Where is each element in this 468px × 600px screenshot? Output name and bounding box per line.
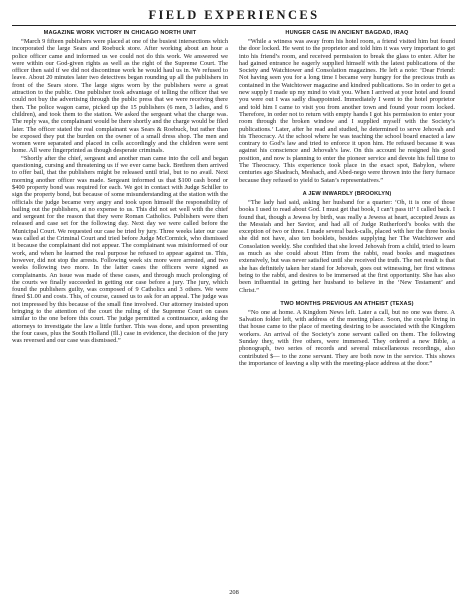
two-column-body xyxy=(12,29,456,367)
right-column xyxy=(239,29,455,367)
article-heading-bagdad: HUNGER CASE IN ANCIENT BAGDAD, IRAQ xyxy=(285,30,409,36)
page-title: FIELD EXPERIENCES xyxy=(148,8,320,22)
article-paragraph: “March 9 fifteen publishers were placed at one of the busiest intersections which incorporated the large Sears and Roebuck store. After working about an hour a police officer came and informed us we could not do this work. We answered we were within our God-given rights as well as the right of the Supreme Court. The officer then said if we did not discontinue work he would haul us in. We refused to leave. About 20 minutes later two detectives began rounding up all the publishers in front of the Sears store. The large signs worn by the publishers were a great attraction to the public. One publisher took advantage of telling the officer that we could not buy the advertising through the public press that we were receiving there then. The police wagon came, picked up the 15 publishers (6 men, 3 ladies, and 6 children), and took them to the station. We asked the sergeant what the charge was. The reply was, the complainant would be there shortly and the charge would be filed later. The officer stated the real complainant was Sears & Roebuck, but rather than be exposed they put the burden on the owner of a small dress shop. The men and women were separated and placed in cells accordingly and the children were sent home. All were fingerprinted as though desperate criminals. xyxy=(12,38,228,155)
article-heading-brooklyn: A JEW INWARDLY (BROOKLYN) xyxy=(302,190,392,197)
article-heading-chicago: MAGAZINE WORK VICTORY IN CHICAGO NORTH UNIT xyxy=(43,30,197,36)
article-heading-texas: TWO MONTHS PREVIOUS AN ATHEIST (TEXAS) xyxy=(280,300,414,307)
article-paragraph: “The lady had said, asking her husband for a quarter: ‘Oh, it is one of those books I used to read about God. I must get that book, I can’t pass it!’ I called back. I found that, though a Jewess by birth, was really a Jewess at heart, accepted Jesus as the Messiah and her Savior, and had all of Judge Rutherford’s books with the exception of two or three. I made several back-calls, placed with her the three books she did not have, also ten booklets, besides supplying her The Watchtower and Consolation weekly. She confided that she loved Jehovah from a child, tried to learn as much as she could about Him from the rabbi, read books and magazines extensively, but was never satisfied until she received the truth. The net result is that she has definitely taken her stand for Jehovah, goes out witnessing, her first witness being to the rabbi, and desires to be immersed at the first opportunity. She has also been influential in getting her husband to believe in the ‘New Testament’ and Christ.” xyxy=(239,198,455,294)
left-column xyxy=(12,29,228,367)
page-number: 208 xyxy=(229,589,239,596)
article-paragraph: “No one at home. A Kingdom News left. Later a call, but no one was there. A Salvation folder left, with address of the meeting place. Soon, the couple living in that house came to the place of meeting desiring to be associated with the Kingdom workers. An arrival of the Society’s zone servant called on them. The following Sunday they, with five others, were immersed. They ordered a new Bible, a phonograph, two series of records and several miscellaneous recordings, also contributed $— to the zone servant. They are both now in the service. This shows the importance of leaving a slip with the meeting-place address at the door.” xyxy=(239,308,455,367)
title-rule xyxy=(12,25,456,26)
article-paragraph: “While a witness was away from his hotel room, a friend visited him but found the door locked. He went to the proprietor and told him it was very important to get into his friend’s room, and received permission to break the glass to enter. After he had gained entrance he eagerly supplied himself with the latest publications of the Society and Watchtower and Consolation magazines. He left a note: ‘Dear Friend: Not having seen you for a long time I became very hungry for the precious truth as contained in the Watchtower magazine and kindred publications. So in order to get a new supply I made up my mind to visit you. When I arrived at your hotel and found you were out I was sadly disappointed. Immediately I went to the hotel proprietor and told him I came to visit you from another town and found your room locked. Therefore, in order not to return with empty hands I got his permission to enter your room through the broken window and I supplied myself with the Society’s publications.’ Later, after he read and studied, he determined to serve Jehovah and his Theocracy. At the school where he was teaching the school board enacted a law contrary to God’s law and tried to enforce it upon him. He refused because it was against his conscience and Jehovah’s law. On this account he resigned his good position, and now is planning to enter the pioneer service and devote his full time to The Theocracy. This experience took place in the exact spot, Babylon, where centuries ago Shadrach, Meshach, and Abed-nego were thrown into the fiery furnace because they refused to yield to Satan’s representatives.” xyxy=(239,38,455,184)
article-paragraph: “Shortly after the chief, sergeant and another man came into the cell and began questioning, cursing and threatening us if we ever came back. Brethren then arrived to offer bail, that the publishers might be released until trial, but to no avail. Next morning another officer was made. Sergeant informed us that $100 cash bond or $400 property bond was required for each. We got in contact with Judge Schiller to sign the property bond, but because of some misunderstanding at the station with the officials the judge became very angry and took upon himself the responsibility of bailing out the publishers, at no expense to us. This did not set well with the chief and sergeant for the reason that they were Roman Catholics. Publishers were then released and case set for the following day. Next day we were called before the Municipal Court. We requested our case be tried by jury. Three weeks later our case was called at the Criminal Court and tried before Judge McCormick, who dismissed it because the complainant did not appear. The complainant was misinformed of our work, and when he learned the real purpose he refused to appear against us. This, however, did not stop the arrests. Following week six more were arrested, and two weeks following two more. In the latter cases the officers were signed as complainants. An issue was made of these cases, and through much prolonging of the courts we finally succeeded in getting our case before a jury. The jury, which found the publishers guilty, was composed of 9 Catholics and 3 others. We were fined $1.00 and costs. This, of course, caused us to ask for an appeal. The judge was not impressed by this because of the small fine involved. Our attorney insisted upon bringing to the attention of the court the ruling of the Supreme Court on cases similar to the one before this court. The judge permitted a continuance, asking the attorneys to investigate the law a little further. This was done, and upon presenting the four cases, plus the South Holland (Ill.) case in evidence, the decision of the jury was reversed and our case was dismissed.” xyxy=(12,154,228,345)
